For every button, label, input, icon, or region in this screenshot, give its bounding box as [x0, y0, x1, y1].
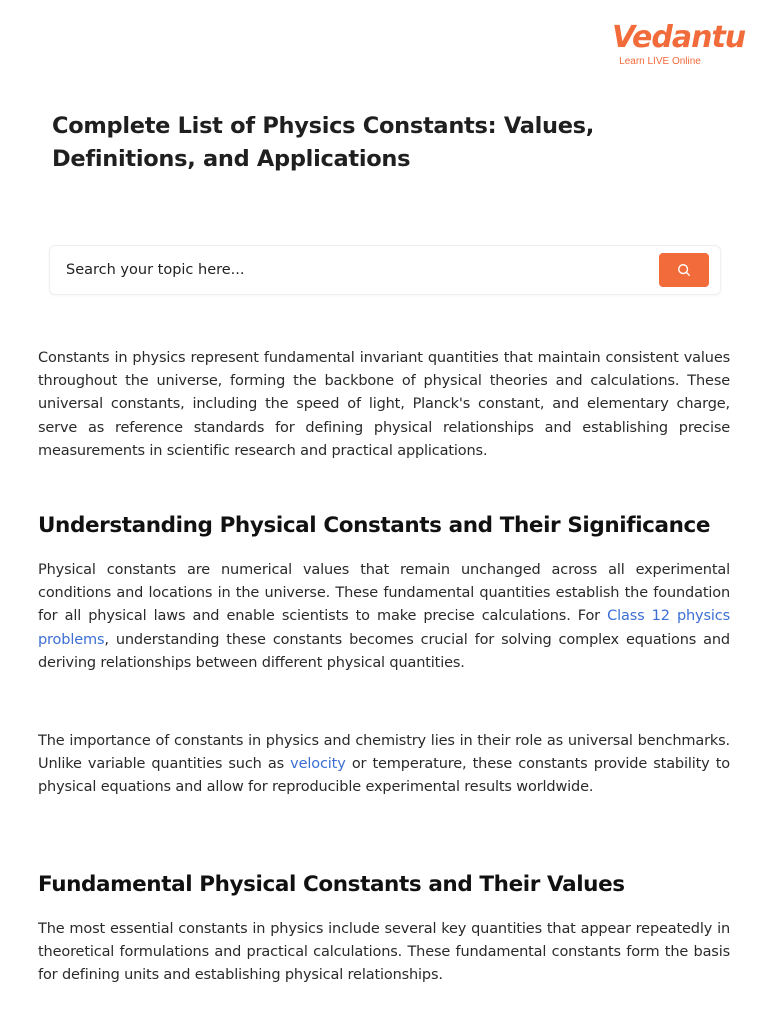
significance-paragraph	[38, 559, 730, 675]
paragraph-text: The importance of constants in physics and chemistry lies in their role as universal benchmarks. Unlike variable quantities such as	[38, 733, 730, 773]
paragraph-text: Physical constants are numerical values that remain unchanged across all experimental conditions and locations in the universe. These fundamental quantities establish the foundation for all physical laws and enable scientists to make precise calculations. For	[38, 562, 730, 625]
logo-wordmark: Vedantu	[612, 20, 746, 55]
paragraph-text: or temperature, these constants provide stability to physical equations and allow for reproducible experimental results worldwide.	[38, 756, 730, 796]
importance-paragraph	[38, 730, 730, 800]
search-button[interactable]	[659, 253, 709, 287]
class-12-physics-link[interactable]: Class 12 physics problems	[38, 608, 730, 648]
search-bar	[49, 245, 721, 295]
logo-tagline: Learn LIVE Online	[619, 56, 701, 67]
section-heading-understanding: Understanding Physical Constants and Their Significance	[38, 513, 711, 538]
search-icon	[677, 263, 691, 277]
section-heading-fundamental: Fundamental Physical Constants and Their Values	[38, 872, 625, 897]
search-input[interactable]	[50, 246, 640, 294]
page-title: Complete List of Physics Constants: Values, Definitions, and Applications	[52, 113, 595, 172]
velocity-link[interactable]: velocity	[290, 756, 346, 773]
intro-paragraph: Constants in physics represent fundamental invariant quantities that maintain consistent values throughout the universe, forming the backbone of physical theories and calculations. These universal constants, including the speed of light, Planck's constant, and elementary charge, serve as reference standards for defining physical relationships and establishing precise measurements in scientific research and practical applications.	[38, 350, 730, 459]
fundamental-paragraph: The most essential constants in physics include several key quantities that appear repeatedly in theoretical formulations and practical calculations. These fundamental constants form the basis for defining units and establishing physical relationships.	[38, 921, 730, 984]
vedantu-logo[interactable]	[612, 20, 746, 74]
paragraph-text: , understanding these constants becomes crucial for solving complex equations and deriving relationships between different physical quantities.	[38, 631, 730, 671]
